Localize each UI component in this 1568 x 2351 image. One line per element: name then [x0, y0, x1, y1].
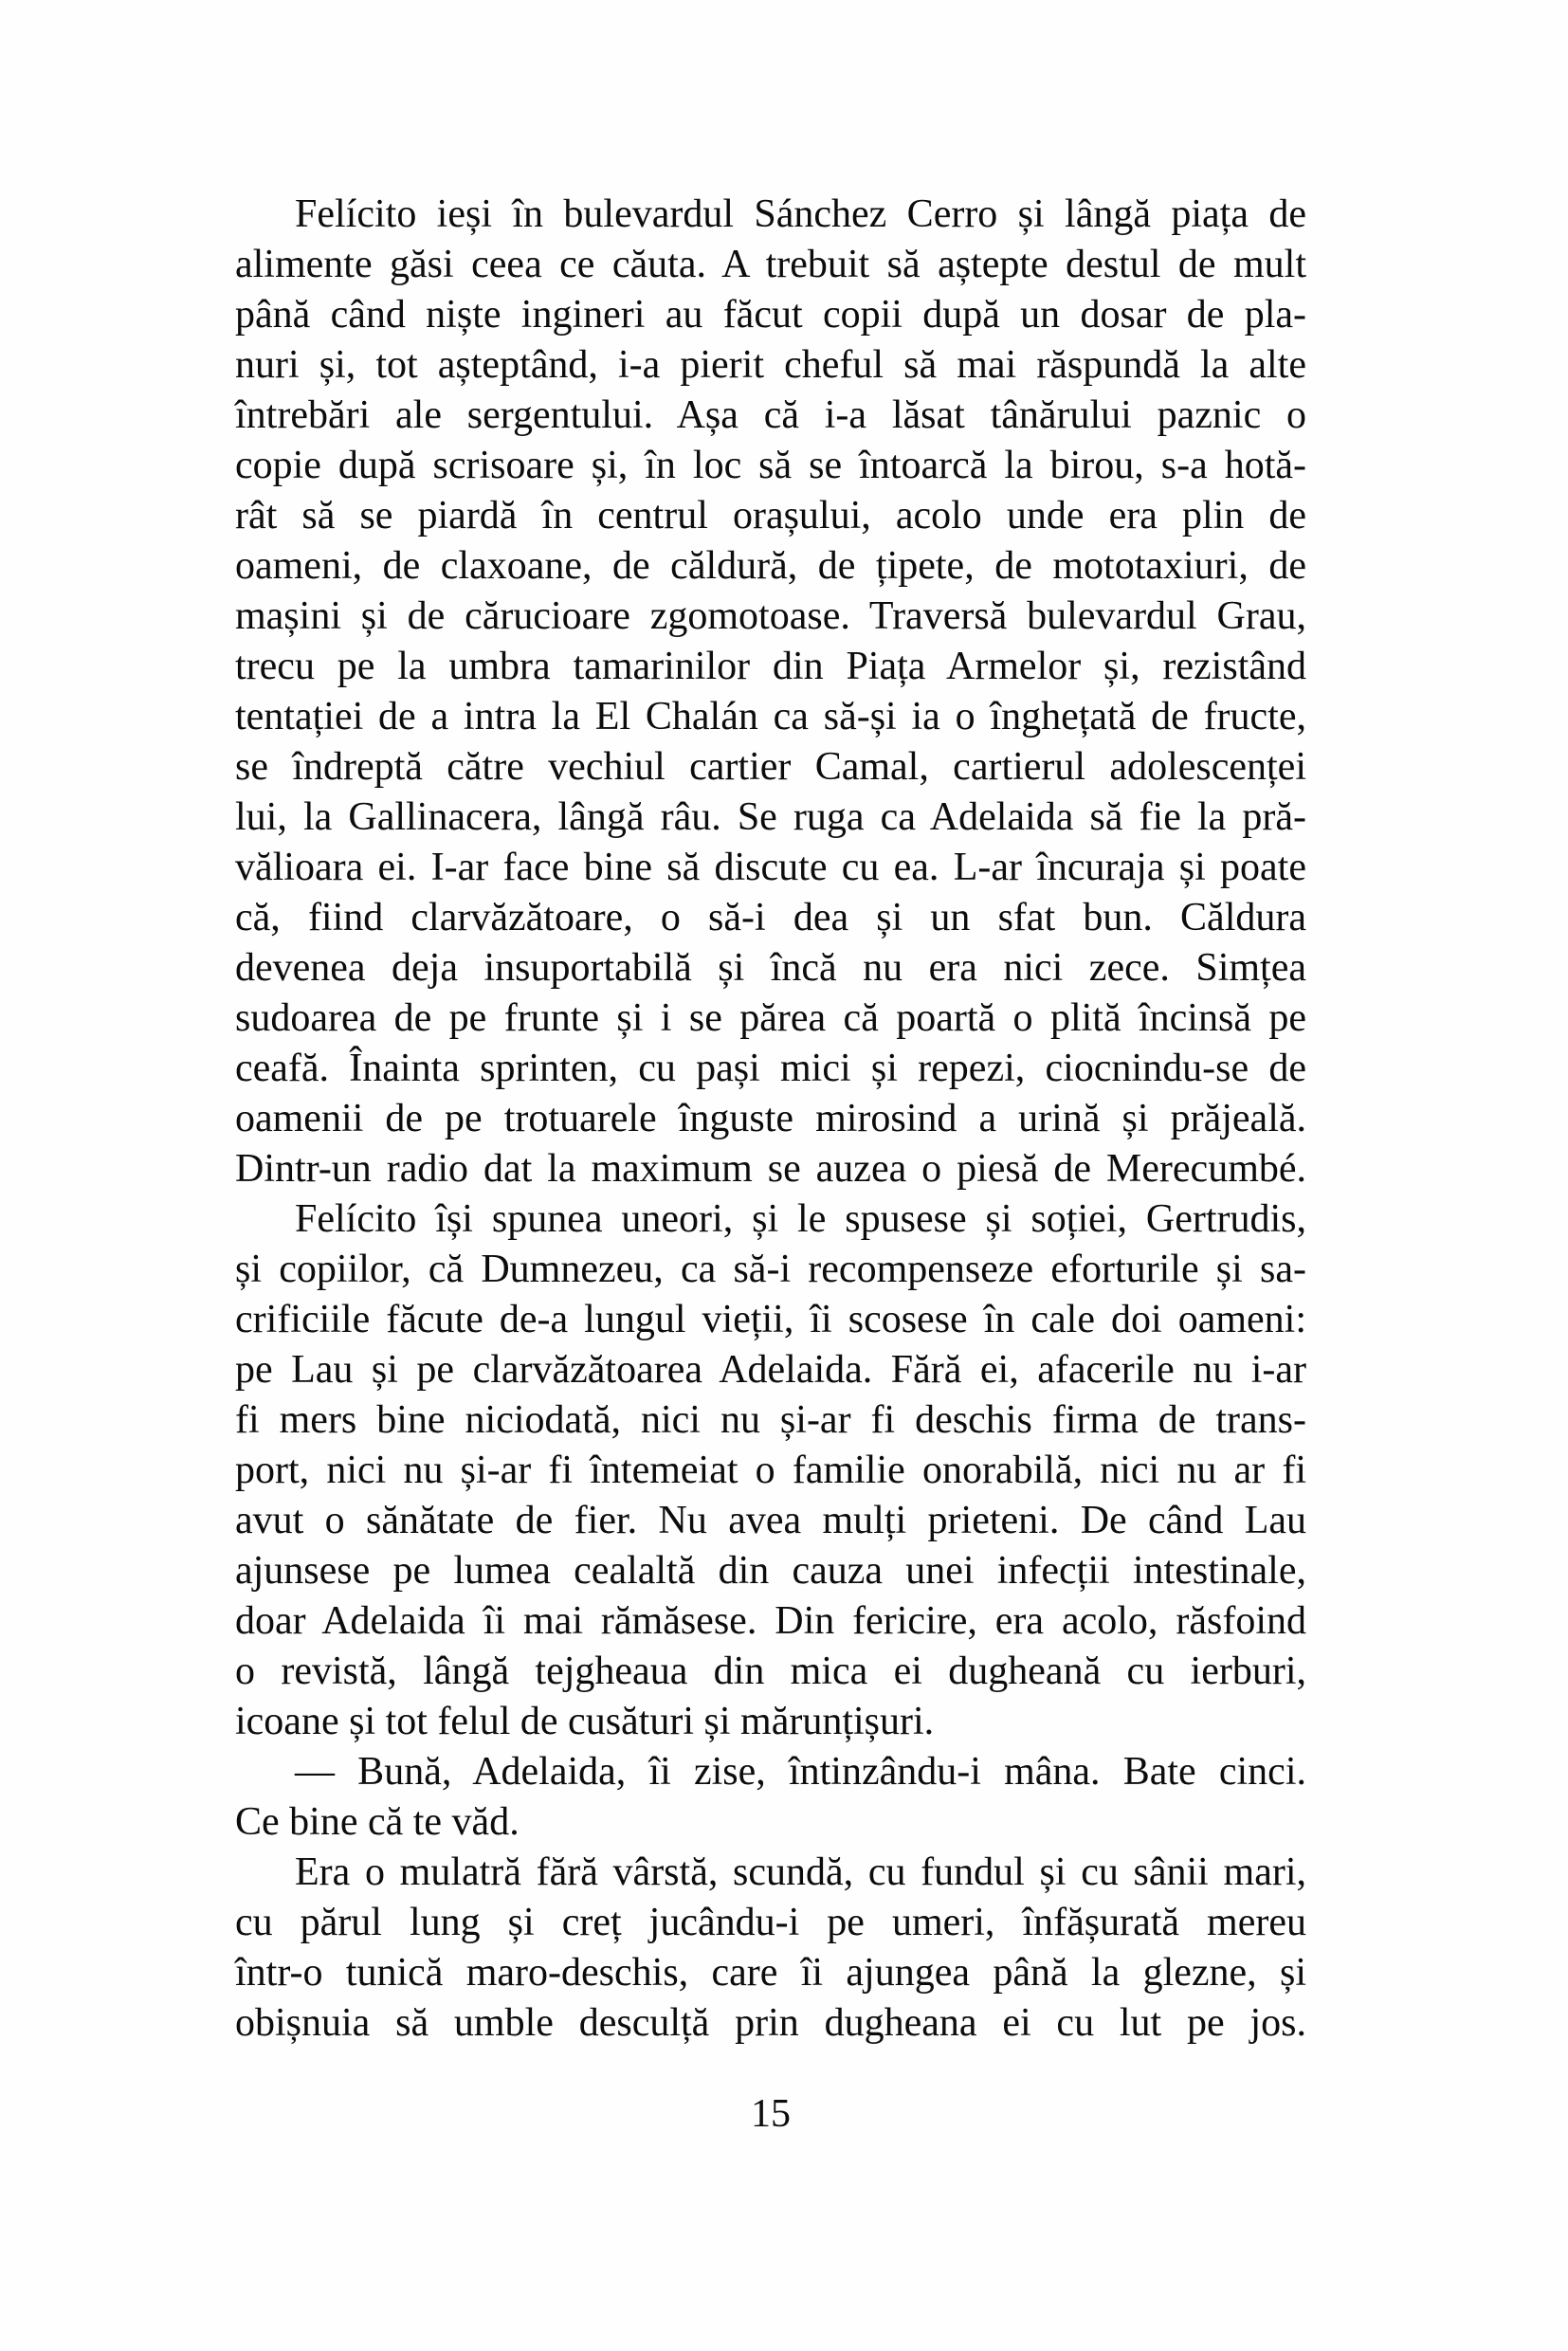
text-line: oameni, de claxoane, de căldură, de țipete, de mototaxiuri, de [235, 544, 1306, 588]
text-line: o revistă, lângă tejgheaua din mica ei dugheană cu ierburi, [235, 1649, 1306, 1693]
text-line: până când niște ingineri au făcut copii după un dosar de pla- [235, 293, 1306, 337]
text-line: icoane și tot felul de cusături și mărunțișuri. [235, 1700, 935, 1743]
text-line: pe Lau și pe clarvăzătoarea Adelaida. Fără ei, afacerile nu i-ar [235, 1348, 1306, 1392]
text-line: Ce bine că te văd. [235, 1800, 520, 1844]
paragraph [235, 1848, 1306, 2049]
text-line: întrebări ale sergentului. Așa că i-a lăsat tânărului paznic o [235, 393, 1306, 437]
text-line: tentației de a intra la El Chalán ca să-și ia o înghețată de fructe, [235, 695, 1306, 738]
page-number: 15 [751, 2092, 791, 2136]
text-line: crificiile făcute de-a lungul vieții, îi scosese în cale doi oameni: [235, 1298, 1306, 1341]
text-line: mașini și de cărucioare zgomotoase. Traversă bulevardul Grau, [235, 594, 1306, 638]
text-line: oamenii de pe trotuarele înguste mirosind a urină și prăjeală. [235, 1097, 1306, 1140]
text-line: copie după scrisoare și, în loc să se întoarcă la birou, s-a hotă- [235, 444, 1306, 487]
text-line: avut o sănătate de fier. Nu avea mulți prieteni. De când Lau [235, 1499, 1306, 1542]
text-block [235, 190, 1306, 2049]
text-line: într-o tunică maro-deschis, care îi ajungea până la glezne, și [235, 1951, 1306, 1995]
text-line: vălioara ei. I-ar face bine să discute cu ea. L-ar încuraja și poate [235, 846, 1306, 889]
text-line: alimente găsi ceea ce căuta. A trebuit să aștepte destul de mult [235, 243, 1306, 286]
text-line: Felícito își spunea uneori, și le spusese și soției, Gertrudis, [295, 1197, 1306, 1241]
text-line: — Bună, Adelaida, îi zise, întinzându-i mâna. Bate cinci. [295, 1750, 1306, 1794]
text-line: Dintr-un radio dat la maximum se auzea o piesă de Merecumbé. [235, 1147, 1306, 1191]
text-line: fi mers bine niciodată, nici nu și-ar fi deschis firma de trans- [235, 1398, 1306, 1442]
paragraph [235, 190, 1306, 1194]
text-line: port, nici nu și-ar fi întemeiat o familie onorabilă, nici nu ar fi [235, 1449, 1306, 1492]
text-line: ajunsese pe lumea cealaltă din cauza unei infecții intestinale, [235, 1549, 1306, 1593]
text-line: că, fiind clarvăzătoare, o să-i dea și un sfat bun. Căldura [235, 896, 1306, 939]
text-line: ceafă. Înainta sprinten, cu pași mici și repezi, ciocnindu-se de [235, 1047, 1306, 1090]
text-line: se îndreptă către vechiul cartier Camal, cartierul adolescenței [235, 745, 1306, 789]
text-line: devenea deja insuportabilă și încă nu era nici zece. Simțea [235, 946, 1306, 990]
text-line: lui, la Gallinacera, lângă râu. Se ruga ca Adelaida să fie la pră- [235, 795, 1306, 839]
text-line: doar Adelaida îi mai rămăsese. Din fericire, era acolo, răsfoind [235, 1599, 1306, 1643]
text-line: nuri și, tot așteptând, i-a pierit cheful să mai răspundă la alte [235, 343, 1306, 387]
paragraph [235, 1194, 1306, 1747]
text-line: Felícito ieși în bulevardul Sánchez Cerro și lângă piața de [295, 192, 1306, 236]
text-line: și copiilor, că Dumnezeu, ca să-i recompenseze eforturile și sa- [235, 1248, 1306, 1291]
text-line: cu părul lung și creț jucându-i pe umeri, înfășurată mereu [235, 1901, 1306, 1944]
text-line: obișnuia să umble desculță prin dugheana ei cu lut pe jos. [235, 2001, 1306, 2045]
text-line: Era o mulatră fără vârstă, scundă, cu fundul și cu sânii mari, [295, 1850, 1306, 1894]
text-line: trecu pe la umbra tamarinilor din Piața Armelor și, rezistând [235, 645, 1306, 688]
text-line: sudoarea de pe frunte și i se părea că poartă o plită încinsă pe [235, 996, 1306, 1040]
text-line: rât să se piardă în centrul orașului, acolo unde era plin de [235, 494, 1306, 538]
paragraph [235, 1747, 1306, 1848]
